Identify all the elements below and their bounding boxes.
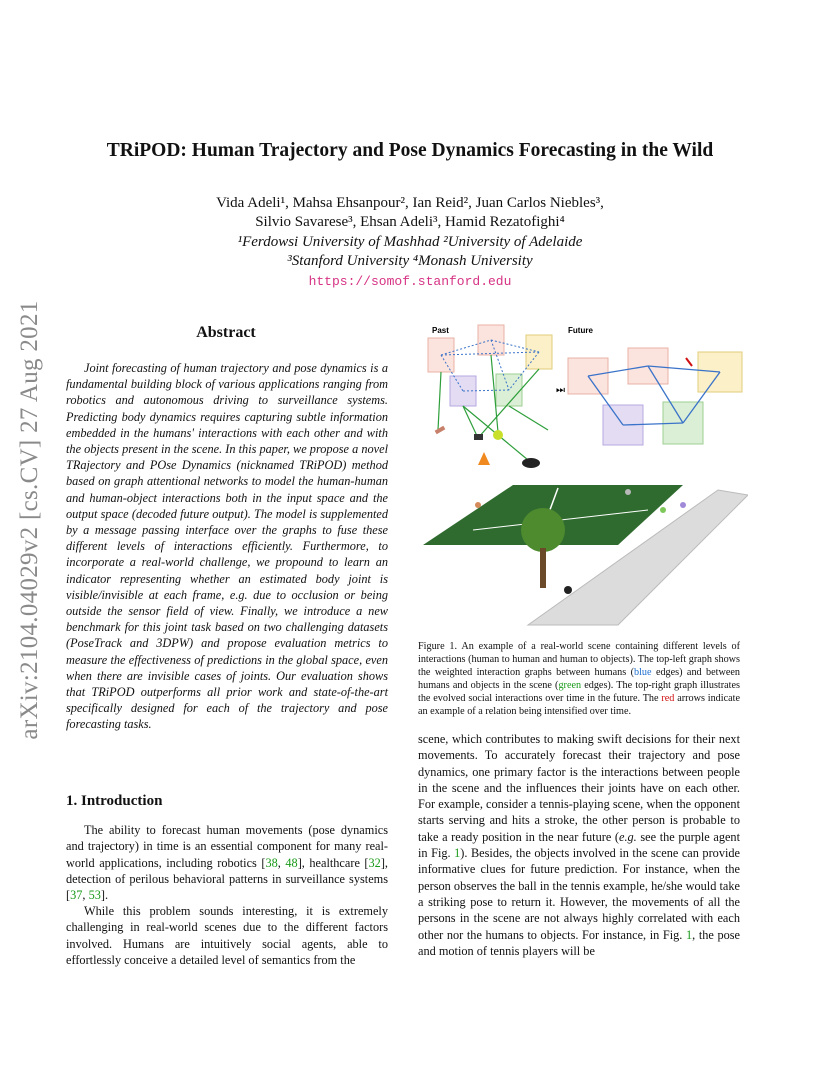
affiliation-line-1: ¹Ferdowsi University of Mashhad ²University of Adelaide: [237, 234, 583, 250]
figure-1-illustration: [418, 320, 748, 630]
citation-link[interactable]: 38: [265, 855, 278, 870]
person-marker: [564, 586, 572, 594]
abstract-heading: Abstract: [196, 324, 256, 341]
forward-icon: ⏭: [556, 385, 565, 396]
text-run: see the purple agent in Fig.: [418, 829, 740, 861]
text-run: ].: [100, 888, 109, 903]
person-marker: [680, 502, 686, 508]
citation-link[interactable]: 32: [368, 855, 381, 870]
project-url[interactable]: https://somof.stanford.edu: [308, 274, 512, 289]
text-run: ], detection of perilous behavioral patterns in surveillance systems [: [66, 855, 388, 903]
author-line-2: Silvio Savarese³, Ehsan Adeli³, Hamid Rezatofighi⁴: [255, 214, 565, 230]
text-run: green: [558, 680, 582, 692]
tree-trunk: [540, 548, 546, 588]
figure-link[interactable]: 1: [454, 846, 461, 861]
hoverboard-icon: [522, 458, 540, 468]
citation-link[interactable]: 48: [285, 855, 298, 870]
intro-paragraph-2: While this problem sounds interesting, it is extremely challenging in real-world scenes due to the different factors involved. Humans are intuitively social agents, able to effortlessly conceive a detailed level of semantics from the: [66, 904, 388, 967]
label-past: Past: [432, 326, 449, 335]
text-run: scene, which contributes to making swift decisions for their next movements. To accurately forecast their trajectory and pose dynamics, one primary factor is the interactions between people in the scene and the influences their joints have on each other. For example, consider a tennis-playing scene, when the opponent starts serving and hits a stroke, the other person is probable to take a ready position in the near future (: [418, 732, 740, 844]
intensify-arrow-icon: [686, 358, 692, 366]
text-run: e.g.: [619, 829, 637, 844]
affiliation-line-2: ³Stanford University ⁴Monash University: [287, 253, 533, 269]
text-run: Figure 1. An example of a real-world scene containing different levels of interactions (human to human and human to objects). The top-left graph shows the weighted interaction graphs between humans (: [418, 641, 740, 679]
cone-icon: [478, 452, 490, 465]
text-run: blue: [633, 667, 652, 679]
person-marker: [475, 502, 481, 508]
citation-link[interactable]: 37: [70, 888, 83, 903]
racket-icon: [435, 426, 446, 434]
text-run: , the pose and motion of tennis players will be: [418, 927, 740, 958]
dog-icon: [474, 434, 483, 440]
person-marker: [660, 507, 666, 513]
author-line-1: Vida Adeli¹, Mahsa Ehsanpour², Ian Reid², Juan Carlos Niebles³,: [216, 195, 604, 211]
right-column-paragraph: [418, 731, 740, 959]
text-run: ). Besides, the objects involved in the scene can provide informative clues for future prediction. For instance, when the person observes the ball in the tennis example, he/she would take a striking pose to return it. However, the movements of all the persons in the scene are not always highly correlated with each other nor the humans to objects. For instance, in Fig.: [418, 846, 740, 942]
arxiv-sidebar: [8, 280, 52, 760]
figure-1: [418, 320, 748, 630]
intro-paragraph-1: The ability to forecast human movements (pose dynamics and trajectory) in time is an essential component for many real-world applications, including robotics [38, 48], healthcare [32], detection of perilous behavioral patterns in surveillance systems [37, 53].: [66, 823, 388, 903]
paper-title: TRiPOD: Human Trajectory and Pose Dynamics Forecasting in the Wild: [106, 140, 714, 161]
text-run: arrows indicate an example of a relation being intensified over time.: [418, 693, 740, 718]
tree-icon: [521, 508, 565, 552]
text-run: The ability to forecast human movements (pose dynamics and trajectory) in time is an essential component for many real-world applications, including robotics [: [66, 823, 388, 870]
abstract-text: Joint forecasting of human trajectory and pose dynamics is a fundamental building block of various applications ranging from robotics and autonomous driving to surveillance systems. Predicting body dynamics requires capturing subtle information embedded in the humans' interactions with each other and with the objects present in the scene. In this paper, we propose a novel TRajectory and POse Dynamics (nicknamed TRiPOD) method based on graph attentional networks to model the human-human and human-object interactions both in the input space and the output space (decoded future output). The model is supplemented by a message passing interface over the graphs to fuse these different levels of interactions efficiently. Furthermore, to incorporate a real-world challenge, we propound to learn an indicator representing whether an estimated body joint is visible/invisible at each frame, e.g. due to occlusion or being outside the sensor field of view. Finally, we introduce a new benchmark for this joint task based on two challenging datasets (PoseTrack and 3DPW) and propose evaluation metrics to measure the effectiveness of predictions in the global space, even when there are invisible cases of joints. Our evaluation shows that TRiPOD outperforms all prior work and state-of-the-art specifically designed for each of the trajectory and pose forecasting tasks.: [66, 361, 388, 732]
text-run: edges). The top-right graph illustrates the evolved social interactions over time in the future. The: [418, 680, 740, 705]
citation-link[interactable]: 53: [88, 888, 101, 903]
figure-link[interactable]: 1: [685, 927, 693, 942]
arxiv-id: arXiv:2104.04029v2 [cs.CV] 27 Aug 2021: [16, 300, 43, 740]
text-run: ], healthcare [: [297, 855, 369, 870]
text-run: red: [661, 693, 675, 705]
person-marker: [625, 489, 631, 495]
section-heading-introduction: 1. Introduction: [66, 793, 163, 809]
tennis-ball-icon: [493, 430, 503, 440]
figure-1-caption: [418, 640, 740, 719]
label-future: Future: [568, 326, 593, 335]
text-run: edges) and between humans and objects in the scene (: [418, 667, 740, 692]
